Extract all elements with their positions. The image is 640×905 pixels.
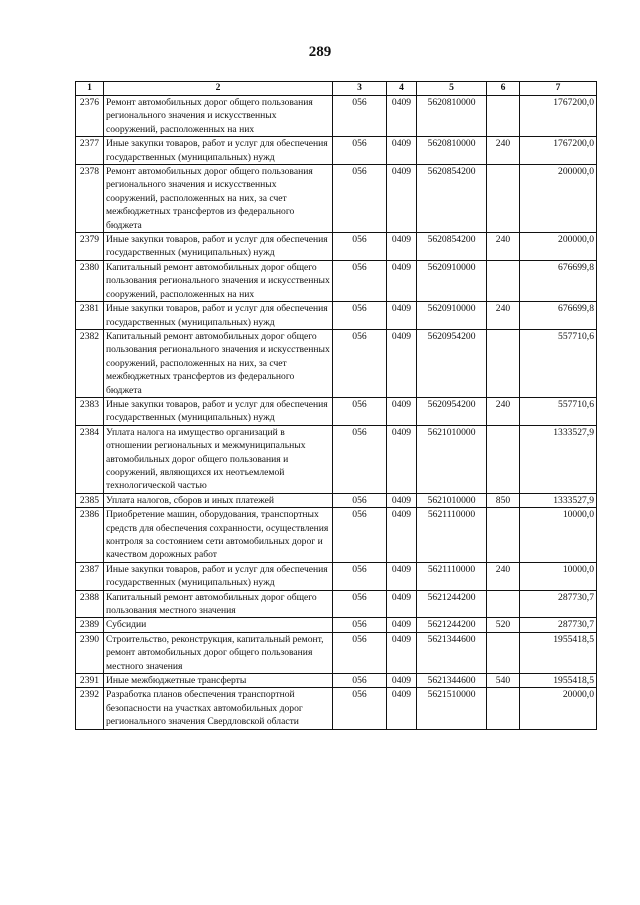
table-row: [76, 562, 597, 590]
expense-type-cell: [487, 590, 520, 618]
target-article-cell: 5620810000: [417, 96, 487, 137]
amount-cell: 557710,6: [520, 329, 597, 397]
section-code-cell: 0409: [387, 632, 417, 673]
expense-type-cell: [487, 425, 520, 493]
section-code-cell: 0409: [387, 233, 417, 261]
ministry-code-cell: 056: [333, 674, 387, 688]
table-row: [76, 674, 597, 688]
section-code-cell: 0409: [387, 260, 417, 301]
expense-name-cell: Иные закупки товаров, работ и услуг для обеспечения государственных (муниципальных) нужд: [104, 397, 333, 425]
table-row: [76, 165, 597, 233]
section-code-cell: 0409: [387, 618, 417, 632]
table-row: [76, 632, 597, 673]
target-article-cell: 5620854200: [417, 165, 487, 233]
expense-name-cell: Разработка планов обеспечения транспортной безопасности на участках автомобильных дорог регионального значения Свердловской области: [104, 688, 333, 729]
amount-cell: 1333527,9: [520, 425, 597, 493]
expense-name-cell: Иные закупки товаров, работ и услуг для обеспечения государственных (муниципальных) нужд: [104, 233, 333, 261]
row-number-cell: 2385: [76, 493, 104, 507]
expense-name-cell: Приобретение машин, оборудования, транспортных средств для обеспечения сохранности, осуществления контроля за состоянием сети автомобильных дорог и качеством дорожных работ: [104, 508, 333, 563]
expense-name-cell: Капитальный ремонт автомобильных дорог общего пользования регионального значения и искусственных сооружений, расположенных на них: [104, 260, 333, 301]
expense-type-cell: [487, 329, 520, 397]
table-row: [76, 688, 597, 729]
table-row: [76, 590, 597, 618]
column-header-6: 6: [487, 82, 520, 96]
expense-type-cell: 520: [487, 618, 520, 632]
section-code-cell: 0409: [387, 688, 417, 729]
ministry-code-cell: 056: [333, 233, 387, 261]
target-article-cell: 5620854200: [417, 233, 487, 261]
amount-cell: 1767200,0: [520, 96, 597, 137]
table-row: [76, 618, 597, 632]
expense-type-cell: 540: [487, 674, 520, 688]
page-number: 289: [308, 44, 332, 60]
table-row: [76, 397, 597, 425]
amount-cell: 1333527,9: [520, 493, 597, 507]
target-article-cell: 5620954200: [417, 397, 487, 425]
table-row: [76, 137, 597, 165]
expense-name-cell: Уплата налога на имущество организаций в отношении региональных и межмуниципальных автомобильных дорог общего пользования и сооружений, являющихся их неотъемлемой технологической частью: [104, 425, 333, 493]
target-article-cell: 5620954200: [417, 329, 487, 397]
amount-cell: 557710,6: [520, 397, 597, 425]
row-number-cell: 2386: [76, 508, 104, 563]
ministry-code-cell: 056: [333, 302, 387, 330]
row-number-cell: 2392: [76, 688, 104, 729]
expense-name-cell: Уплата налогов, сборов и иных платежей: [104, 493, 333, 507]
expense-type-cell: [487, 96, 520, 137]
expense-name-cell: Строительство, реконструкция, капитальный ремонт, ремонт автомобильных дорог общего пользования местного значения: [104, 632, 333, 673]
section-code-cell: 0409: [387, 493, 417, 507]
expense-name-cell: Капитальный ремонт автомобильных дорог общего пользования регионального значения и искусственных сооружений, расположенных на них, за счет межбюджетных трансфертов из федерального бюджета: [104, 329, 333, 397]
expense-name-cell: Иные межбюджетные трансферты: [104, 674, 333, 688]
table-row: [76, 233, 597, 261]
column-header-5: 5: [417, 82, 487, 96]
expense-name-cell: Иные закупки товаров, работ и услуг для обеспечения государственных (муниципальных) нужд: [104, 562, 333, 590]
table-row: [76, 493, 597, 507]
row-number-cell: 2380: [76, 260, 104, 301]
row-number-cell: 2377: [76, 137, 104, 165]
expense-type-cell: [487, 688, 520, 729]
budget-table: [75, 81, 597, 730]
expense-name-cell: Иные закупки товаров, работ и услуг для обеспечения государственных (муниципальных) нужд: [104, 137, 333, 165]
table-row: [76, 329, 597, 397]
amount-cell: 20000,0: [520, 688, 597, 729]
target-article-cell: 5621510000: [417, 688, 487, 729]
expense-type-cell: 850: [487, 493, 520, 507]
ministry-code-cell: 056: [333, 329, 387, 397]
target-article-cell: 5621110000: [417, 562, 487, 590]
section-code-cell: 0409: [387, 674, 417, 688]
section-code-cell: 0409: [387, 508, 417, 563]
section-code-cell: 0409: [387, 302, 417, 330]
table-header-row: [76, 82, 597, 96]
expense-type-cell: [487, 165, 520, 233]
ministry-code-cell: 056: [333, 562, 387, 590]
ministry-code-cell: 056: [333, 590, 387, 618]
row-number-cell: 2390: [76, 632, 104, 673]
amount-cell: 676699,8: [520, 302, 597, 330]
section-code-cell: 0409: [387, 329, 417, 397]
amount-cell: 1955418,5: [520, 674, 597, 688]
table-row: [76, 508, 597, 563]
target-article-cell: 5621110000: [417, 508, 487, 563]
ministry-code-cell: 056: [333, 618, 387, 632]
amount-cell: 287730,7: [520, 590, 597, 618]
expense-name-cell: Капитальный ремонт автомобильных дорог общего пользования местного значения: [104, 590, 333, 618]
section-code-cell: 0409: [387, 562, 417, 590]
row-number-cell: 2384: [76, 425, 104, 493]
amount-cell: 200000,0: [520, 165, 597, 233]
row-number-cell: 2379: [76, 233, 104, 261]
ministry-code-cell: 056: [333, 165, 387, 233]
section-code-cell: 0409: [387, 137, 417, 165]
expense-name-cell: Иные закупки товаров, работ и услуг для обеспечения государственных (муниципальных) нужд: [104, 302, 333, 330]
ministry-code-cell: 056: [333, 508, 387, 563]
ministry-code-cell: 056: [333, 397, 387, 425]
target-article-cell: 5621010000: [417, 425, 487, 493]
target-article-cell: 5621244200: [417, 618, 487, 632]
ministry-code-cell: 056: [333, 260, 387, 301]
target-article-cell: 5620910000: [417, 260, 487, 301]
row-number-cell: 2383: [76, 397, 104, 425]
target-article-cell: 5621344600: [417, 674, 487, 688]
section-code-cell: 0409: [387, 397, 417, 425]
table-row: [76, 425, 597, 493]
table-row: [76, 302, 597, 330]
expense-type-cell: [487, 508, 520, 563]
table-body: [76, 96, 597, 730]
table-row: [76, 260, 597, 301]
expense-type-cell: [487, 632, 520, 673]
amount-cell: 287730,7: [520, 618, 597, 632]
column-header-1: 1: [76, 82, 104, 96]
amount-cell: 200000,0: [520, 233, 597, 261]
table-row: [76, 96, 597, 137]
expense-type-cell: 240: [487, 137, 520, 165]
target-article-cell: 5621344600: [417, 632, 487, 673]
amount-cell: 676699,8: [520, 260, 597, 301]
amount-cell: 1955418,5: [520, 632, 597, 673]
expense-name-cell: Субсидии: [104, 618, 333, 632]
ministry-code-cell: 056: [333, 425, 387, 493]
row-number-cell: 2389: [76, 618, 104, 632]
row-number-cell: 2387: [76, 562, 104, 590]
section-code-cell: 0409: [387, 425, 417, 493]
amount-cell: 1767200,0: [520, 137, 597, 165]
expense-name-cell: Ремонт автомобильных дорог общего пользования регионального значения и искусственных сооружений, расположенных на них: [104, 96, 333, 137]
target-article-cell: 5620810000: [417, 137, 487, 165]
ministry-code-cell: 056: [333, 96, 387, 137]
expense-type-cell: 240: [487, 562, 520, 590]
ministry-code-cell: 056: [333, 632, 387, 673]
ministry-code-cell: 056: [333, 688, 387, 729]
expense-type-cell: 240: [487, 397, 520, 425]
column-header-4: 4: [387, 82, 417, 96]
ministry-code-cell: 056: [333, 137, 387, 165]
column-header-3: 3: [333, 82, 387, 96]
section-code-cell: 0409: [387, 165, 417, 233]
amount-cell: 10000,0: [520, 508, 597, 563]
expense-type-cell: [487, 260, 520, 301]
row-number-cell: 2381: [76, 302, 104, 330]
column-header-2: 2: [104, 82, 333, 96]
expense-name-cell: Ремонт автомобильных дорог общего пользования регионального значения и искусственных сооружений, расположенных на них, за счет межбюджетных трансфертов из федерального бюджета: [104, 165, 333, 233]
section-code-cell: 0409: [387, 96, 417, 137]
row-number-cell: 2388: [76, 590, 104, 618]
ministry-code-cell: 056: [333, 493, 387, 507]
column-header-7: 7: [520, 82, 597, 96]
row-number-cell: 2382: [76, 329, 104, 397]
section-code-cell: 0409: [387, 590, 417, 618]
row-number-cell: 2378: [76, 165, 104, 233]
expense-type-cell: 240: [487, 302, 520, 330]
target-article-cell: 5621010000: [417, 493, 487, 507]
row-number-cell: 2391: [76, 674, 104, 688]
amount-cell: 10000,0: [520, 562, 597, 590]
expense-type-cell: 240: [487, 233, 520, 261]
target-article-cell: 5620910000: [417, 302, 487, 330]
row-number-cell: 2376: [76, 96, 104, 137]
target-article-cell: 5621244200: [417, 590, 487, 618]
